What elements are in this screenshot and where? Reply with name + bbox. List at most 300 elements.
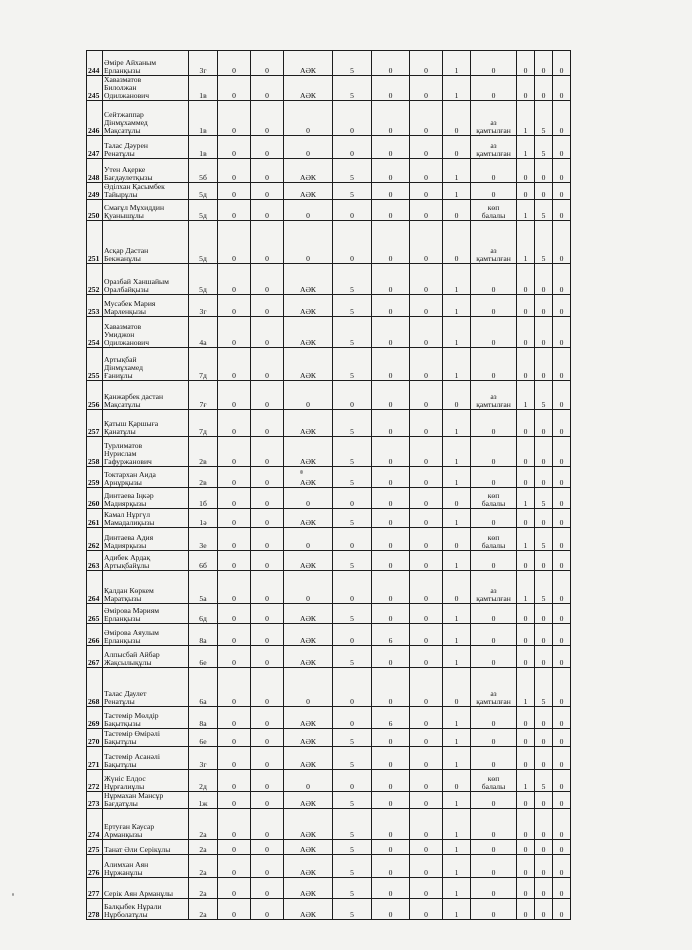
value-col-2: 0 [251, 769, 284, 791]
student-name: Утен Ақерке Бағдаулетқызы [103, 158, 189, 182]
value-col-6: 0 [410, 263, 443, 294]
value-col-6: 0 [410, 100, 443, 135]
student-name: Сейтжаппар Дінмұхаммед Мақсатұлы [103, 100, 189, 135]
status-col: 0 [471, 623, 517, 645]
value-col-6: 0 [410, 294, 443, 316]
value-col-2: 0 [251, 645, 284, 667]
value-col-6: 0 [410, 158, 443, 182]
value-col-3: АӘК [284, 746, 333, 769]
status-col: көп балалы [471, 199, 517, 220]
value-col-4: 5 [333, 791, 372, 808]
value-col-5: 0 [372, 898, 410, 919]
value-col-9: 0 [517, 877, 535, 898]
value-col-6: 0 [410, 706, 443, 728]
student-name: Қанжарбек дастан Мақсатұлы [103, 380, 189, 409]
value-col-9: 0 [517, 550, 535, 570]
student-table [86, 50, 571, 920]
table-row [87, 487, 571, 508]
value-col-9: 0 [517, 76, 535, 101]
value-col-7: 1 [443, 877, 471, 898]
value-col-11: 0 [553, 76, 571, 101]
status-col: 0 [471, 877, 517, 898]
value-col-7: 0 [443, 135, 471, 158]
value-col-5: 0 [372, 603, 410, 623]
table-row-number: 259 [87, 466, 103, 487]
table-row-number: 255 [87, 347, 103, 380]
value-col-4: 5 [333, 51, 372, 76]
value-col-4: 0 [333, 527, 372, 550]
value-col-9: 1 [517, 667, 535, 706]
table-row [87, 603, 571, 623]
value-col-5: 0 [372, 220, 410, 263]
value-col-3: 0 [284, 487, 333, 508]
value-col-11: 0 [553, 791, 571, 808]
value-col-9: 0 [517, 51, 535, 76]
value-col-11: 0 [553, 263, 571, 294]
value-col-11: 0 [553, 854, 571, 877]
class-label: 2а [189, 854, 218, 877]
table-row [87, 791, 571, 808]
class-label: 8а [189, 706, 218, 728]
table-row-number: 271 [87, 746, 103, 769]
value-col-9: 0 [517, 316, 535, 347]
value-col-7: 1 [443, 746, 471, 769]
value-col-1: 0 [218, 380, 251, 409]
value-col-6: 0 [410, 728, 443, 746]
value-col-3: 0 [284, 769, 333, 791]
class-label: 1б [189, 487, 218, 508]
value-col-6: 0 [410, 135, 443, 158]
value-col-5: 0 [372, 380, 410, 409]
value-col-3: АӘК [284, 158, 333, 182]
status-col: 0 [471, 898, 517, 919]
value-col-10: 5 [535, 220, 553, 263]
value-col-2: 0 [251, 570, 284, 603]
value-col-7: 0 [443, 487, 471, 508]
value-col-1: 0 [218, 263, 251, 294]
value-col-10: 0 [535, 508, 553, 527]
status-col: 0 [471, 603, 517, 623]
value-col-2: 0 [251, 706, 284, 728]
value-col-7: 1 [443, 294, 471, 316]
table-row [87, 570, 571, 603]
value-col-4: 0 [333, 220, 372, 263]
value-col-3: АӘК [284, 466, 333, 487]
class-label: 3е [189, 527, 218, 550]
table-row-number: 260 [87, 487, 103, 508]
value-col-7: 1 [443, 508, 471, 527]
value-col-3: АӘК [284, 877, 333, 898]
student-name: Камал Нұргүл Мамадалиқызы [103, 508, 189, 527]
value-col-6: 0 [410, 199, 443, 220]
value-col-10: 0 [535, 263, 553, 294]
value-col-4: 5 [333, 466, 372, 487]
value-col-10: 0 [535, 746, 553, 769]
value-col-9: 1 [517, 135, 535, 158]
value-col-5: 0 [372, 667, 410, 706]
status-col: 0 [471, 839, 517, 854]
value-col-11: 0 [553, 527, 571, 550]
scan-speck [12, 893, 14, 896]
value-col-9: 0 [517, 706, 535, 728]
class-label: 3г [189, 746, 218, 769]
value-col-4: 0 [333, 487, 372, 508]
value-col-10: 0 [535, 808, 553, 839]
value-col-9: 1 [517, 487, 535, 508]
value-col-4: 5 [333, 645, 372, 667]
status-col: аз қамтылған [471, 135, 517, 158]
class-label: 2а [189, 839, 218, 854]
status-col: аз қамтылған [471, 570, 517, 603]
table-row-number: 268 [87, 667, 103, 706]
status-col: 0 [471, 508, 517, 527]
value-col-3: 0 [284, 135, 333, 158]
status-col: 0 [471, 316, 517, 347]
value-col-9: 0 [517, 436, 535, 466]
value-col-11: 0 [553, 667, 571, 706]
value-col-1: 0 [218, 527, 251, 550]
value-col-11: 0 [553, 623, 571, 645]
value-col-5: 0 [372, 527, 410, 550]
value-col-4: 0 [333, 100, 372, 135]
value-col-7: 1 [443, 409, 471, 436]
status-col: 0 [471, 728, 517, 746]
value-col-5: 0 [372, 728, 410, 746]
value-col-2: 0 [251, 466, 284, 487]
value-col-7: 1 [443, 76, 471, 101]
value-col-6: 0 [410, 436, 443, 466]
student-name: Қалдан Көркем Маратқызы [103, 570, 189, 603]
table-row [87, 645, 571, 667]
status-col: 0 [471, 466, 517, 487]
value-col-5: 0 [372, 508, 410, 527]
value-col-10: 0 [535, 182, 553, 199]
status-col: 0 [471, 645, 517, 667]
student-name: Хавазматов Билолжан Одилжанович [103, 76, 189, 101]
value-col-1: 0 [218, 316, 251, 347]
value-col-7: 0 [443, 100, 471, 135]
class-label: 2в [189, 436, 218, 466]
value-col-7: 0 [443, 220, 471, 263]
table-row [87, 182, 571, 199]
student-name: Әмірова Мәриям Ерланқызы [103, 603, 189, 623]
value-col-11: 0 [553, 220, 571, 263]
table-row [87, 380, 571, 409]
value-col-6: 0 [410, 466, 443, 487]
table-row-number: 249 [87, 182, 103, 199]
value-col-1: 0 [218, 409, 251, 436]
student-name: Асқар Дастан Бекжанұлы [103, 220, 189, 263]
status-col: 0 [471, 51, 517, 76]
status-col: аз қамтылған [471, 667, 517, 706]
value-col-11: 0 [553, 603, 571, 623]
table-row-number: 256 [87, 380, 103, 409]
value-col-5: 0 [372, 791, 410, 808]
value-col-1: 0 [218, 135, 251, 158]
value-col-11: 0 [553, 550, 571, 570]
value-col-11: 0 [553, 316, 571, 347]
student-name: Серік Аян Арманұлы [103, 877, 189, 898]
table-row [87, 746, 571, 769]
value-col-1: 0 [218, 570, 251, 603]
value-col-1: 0 [218, 877, 251, 898]
table-row [87, 508, 571, 527]
table-row [87, 728, 571, 746]
value-col-1: 0 [218, 158, 251, 182]
value-col-11: 0 [553, 347, 571, 380]
status-col: көп балалы [471, 769, 517, 791]
table-row [87, 347, 571, 380]
value-col-5: 0 [372, 294, 410, 316]
value-col-3: 0 [284, 570, 333, 603]
value-col-7: 0 [443, 667, 471, 706]
value-col-1: 0 [218, 706, 251, 728]
value-col-4: 0 [333, 667, 372, 706]
value-col-3: АӘК [284, 508, 333, 527]
table-row-number: 264 [87, 570, 103, 603]
table-row-number: 270 [87, 728, 103, 746]
table-row-number: 269 [87, 706, 103, 728]
value-col-4: 5 [333, 877, 372, 898]
status-col: 0 [471, 76, 517, 101]
value-col-4: 5 [333, 746, 372, 769]
value-col-6: 0 [410, 550, 443, 570]
value-col-4: 5 [333, 316, 372, 347]
value-col-2: 0 [251, 603, 284, 623]
value-col-5: 0 [372, 570, 410, 603]
value-col-5: 0 [372, 746, 410, 769]
value-col-4: 5 [333, 182, 372, 199]
value-col-10: 0 [535, 791, 553, 808]
value-col-3: АӘК [284, 294, 333, 316]
value-col-2: 0 [251, 791, 284, 808]
value-col-1: 0 [218, 100, 251, 135]
value-col-2: 0 [251, 135, 284, 158]
value-col-6: 0 [410, 769, 443, 791]
table-row-number: 250 [87, 199, 103, 220]
status-col: аз қамтылған [471, 220, 517, 263]
status-col: аз қамтылған [471, 100, 517, 135]
value-col-9: 1 [517, 527, 535, 550]
value-col-6: 0 [410, 667, 443, 706]
value-col-2: 0 [251, 728, 284, 746]
value-col-5: 6 [372, 706, 410, 728]
student-name: Мусабек Мария Марленқызы [103, 294, 189, 316]
value-col-1: 0 [218, 76, 251, 101]
value-col-6: 0 [410, 76, 443, 101]
value-col-6: 0 [410, 487, 443, 508]
value-col-2: 0 [251, 487, 284, 508]
value-col-2: 0 [251, 158, 284, 182]
student-name: Алимхан Аян Нұржанұлы [103, 854, 189, 877]
value-col-2: 0 [251, 808, 284, 839]
value-col-2: 0 [251, 839, 284, 854]
value-col-1: 0 [218, 508, 251, 527]
value-col-10: 5 [535, 527, 553, 550]
class-label: 2в [189, 466, 218, 487]
class-label: 1в [189, 135, 218, 158]
value-col-7: 1 [443, 347, 471, 380]
table-row-number: 277 [87, 877, 103, 898]
class-label: 6е [189, 645, 218, 667]
value-col-2: 0 [251, 199, 284, 220]
value-col-4: 0 [333, 623, 372, 645]
value-col-1: 0 [218, 791, 251, 808]
value-col-11: 0 [553, 436, 571, 466]
table-row-number: 251 [87, 220, 103, 263]
value-col-11: 0 [553, 706, 571, 728]
table-row [87, 220, 571, 263]
value-col-11: 0 [553, 839, 571, 854]
value-col-9: 0 [517, 263, 535, 294]
value-col-5: 0 [372, 487, 410, 508]
table-row [87, 623, 571, 645]
class-label: 1ж [189, 791, 218, 808]
value-col-1: 0 [218, 487, 251, 508]
value-col-2: 0 [251, 294, 284, 316]
table-row [87, 808, 571, 839]
value-col-3: АӘК [284, 645, 333, 667]
value-col-3: АӘК [284, 76, 333, 101]
student-name: Талас Дәурен Ренатұлы [103, 135, 189, 158]
student-name: Динтаева Адия Мадиярқызы [103, 527, 189, 550]
table-row [87, 839, 571, 854]
value-col-6: 0 [410, 570, 443, 603]
status-col: 0 [471, 808, 517, 839]
value-col-10: 0 [535, 550, 553, 570]
table-row-number: 276 [87, 854, 103, 877]
student-name: Хавазматов Умиджон Одилжанович [103, 316, 189, 347]
status-col: 0 [471, 791, 517, 808]
value-col-10: 5 [535, 570, 553, 603]
status-col: 0 [471, 158, 517, 182]
value-col-10: 5 [535, 199, 553, 220]
value-col-5: 0 [372, 316, 410, 347]
value-col-9: 0 [517, 466, 535, 487]
value-col-2: 0 [251, 508, 284, 527]
value-col-7: 0 [443, 570, 471, 603]
value-col-10: 0 [535, 51, 553, 76]
value-col-4: 0 [333, 135, 372, 158]
value-col-2: 0 [251, 854, 284, 877]
value-col-6: 0 [410, 316, 443, 347]
student-name: Адибек Ардақ Артықбайұлы [103, 550, 189, 570]
student-name: Артықбай Дінмұхамед Ғаниұлы [103, 347, 189, 380]
value-col-7: 1 [443, 550, 471, 570]
table-row-number: 252 [87, 263, 103, 294]
value-col-10: 0 [535, 898, 553, 919]
value-col-2: 0 [251, 550, 284, 570]
table-row-number: 253 [87, 294, 103, 316]
value-col-4: 5 [333, 603, 372, 623]
value-col-5: 0 [372, 645, 410, 667]
scan-speck [300, 470, 303, 474]
value-col-1: 0 [218, 854, 251, 877]
value-col-3: АӘК [284, 436, 333, 466]
value-col-6: 0 [410, 877, 443, 898]
table-row [87, 316, 571, 347]
value-col-7: 0 [443, 527, 471, 550]
value-col-11: 0 [553, 570, 571, 603]
value-col-5: 0 [372, 182, 410, 199]
value-col-6: 0 [410, 839, 443, 854]
value-col-6: 0 [410, 347, 443, 380]
value-col-10: 0 [535, 623, 553, 645]
value-col-6: 0 [410, 409, 443, 436]
student-name: Танат Әли Серікұлы [103, 839, 189, 854]
value-col-2: 0 [251, 347, 284, 380]
value-col-11: 0 [553, 409, 571, 436]
table-row-number: 258 [87, 436, 103, 466]
class-label: 4а [189, 316, 218, 347]
value-col-3: АӘК [284, 839, 333, 854]
value-col-2: 0 [251, 380, 284, 409]
value-col-5: 0 [372, 76, 410, 101]
value-col-2: 0 [251, 220, 284, 263]
value-col-2: 0 [251, 182, 284, 199]
value-col-4: 5 [333, 158, 372, 182]
student-name: Смағұл Мұхиддин Қуанышұлы [103, 199, 189, 220]
table-row [87, 527, 571, 550]
table-row [87, 667, 571, 706]
value-col-7: 1 [443, 623, 471, 645]
value-col-9: 0 [517, 182, 535, 199]
value-col-2: 0 [251, 100, 284, 135]
status-col: 0 [471, 854, 517, 877]
table-row-number: 266 [87, 623, 103, 645]
value-col-1: 0 [218, 436, 251, 466]
class-label: 6а [189, 667, 218, 706]
value-col-2: 0 [251, 263, 284, 294]
table-row-number: 273 [87, 791, 103, 808]
value-col-9: 0 [517, 623, 535, 645]
value-col-4: 5 [333, 550, 372, 570]
value-col-6: 0 [410, 854, 443, 877]
value-col-3: АӘК [284, 706, 333, 728]
value-col-11: 0 [553, 508, 571, 527]
table-row [87, 550, 571, 570]
class-label: 1ә [189, 508, 218, 527]
table-row-number: 274 [87, 808, 103, 839]
value-col-5: 0 [372, 263, 410, 294]
status-col: 0 [471, 294, 517, 316]
status-col: аз қамтылған [471, 380, 517, 409]
value-col-4: 0 [333, 769, 372, 791]
value-col-4: 0 [333, 199, 372, 220]
value-col-9: 1 [517, 100, 535, 135]
value-col-11: 0 [553, 199, 571, 220]
value-col-9: 1 [517, 199, 535, 220]
value-col-6: 0 [410, 51, 443, 76]
class-label: 2а [189, 877, 218, 898]
value-col-1: 0 [218, 466, 251, 487]
value-col-6: 0 [410, 623, 443, 645]
value-col-9: 0 [517, 645, 535, 667]
value-col-3: АӘК [284, 623, 333, 645]
student-name: Токтархан Аида Арнұрқызы [103, 466, 189, 487]
value-col-10: 5 [535, 667, 553, 706]
value-col-10: 0 [535, 877, 553, 898]
student-name: Нұрмахан Мансұр Бағдатұлы [103, 791, 189, 808]
value-col-2: 0 [251, 316, 284, 347]
value-col-3: 0 [284, 667, 333, 706]
status-col: 0 [471, 550, 517, 570]
value-col-11: 0 [553, 487, 571, 508]
value-col-1: 0 [218, 769, 251, 791]
value-col-10: 0 [535, 728, 553, 746]
value-col-4: 0 [333, 380, 372, 409]
table-row-number: 278 [87, 898, 103, 919]
